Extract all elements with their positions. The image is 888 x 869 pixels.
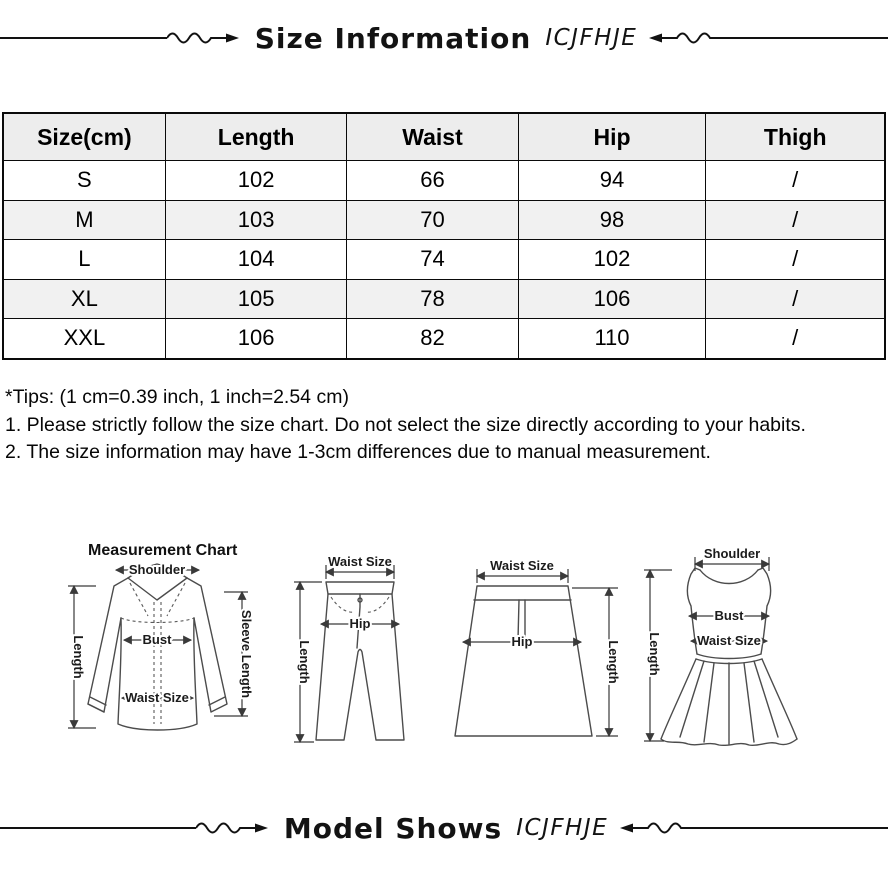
pants-length-label: Length: [297, 640, 312, 684]
tips-note-1: 1. Please strictly follow the size chart. Do not select the size directly according to your habits.: [5, 413, 806, 436]
cell-size: S: [3, 161, 165, 201]
cell-thigh: /: [706, 240, 885, 280]
tips-conversion-line: *Tips: (1 cm=0.39 inch, 1 inch=2.54 cm): [5, 386, 349, 408]
cell-thigh: /: [706, 161, 885, 201]
dress-diagram: [638, 546, 813, 748]
divider-line: [721, 37, 888, 39]
cell-length: 102: [165, 161, 347, 201]
table-row: [3, 240, 885, 280]
cell-waist: 78: [347, 279, 518, 319]
cell-size: L: [3, 240, 165, 280]
section-title: Model Shows: [283, 811, 503, 845]
column-header-thigh: Thigh: [706, 113, 885, 161]
cell-thigh: /: [706, 200, 885, 240]
divider-line: [0, 37, 167, 39]
table-row: [3, 279, 885, 319]
squiggle-arrow-right-icon: [196, 818, 270, 838]
section-header-model-shows: [0, 810, 888, 846]
section-header-size-information: [0, 20, 888, 56]
cell-waist: 70: [347, 200, 518, 240]
column-header-waist: Waist: [347, 113, 518, 161]
shirt-length-label: Length: [71, 635, 86, 679]
column-header-length: Length: [165, 113, 347, 161]
table-row: [3, 200, 885, 240]
shirt-sleeve-length-label: Sleeve Length: [239, 609, 254, 699]
section-title: Size Information: [254, 21, 532, 55]
size-chart-table: [2, 112, 886, 360]
dress-bust-label: Bust: [714, 608, 744, 623]
pants-hip-label: Hip: [349, 616, 371, 631]
squiggle-arrow-left-icon: [647, 28, 721, 48]
cell-waist: 66: [347, 161, 518, 201]
cell-size: M: [3, 200, 165, 240]
cell-waist: 82: [347, 319, 518, 359]
pants-diagram: [288, 552, 428, 748]
skirt-diagram: [452, 554, 622, 744]
table-header-row: [3, 113, 885, 161]
cell-length: 104: [165, 240, 347, 280]
cell-hip: 102: [518, 240, 706, 280]
brand-name: ICJFHJE: [545, 25, 638, 51]
column-header-hip: Hip: [518, 113, 706, 161]
measurement-chart-title: Measurement Chart: [88, 542, 238, 559]
shirt-diagram: [64, 556, 254, 748]
table-row: [3, 319, 885, 359]
shirt-shoulder-label: Shoulder: [128, 562, 186, 577]
shirt-waist-label: Waist Size: [125, 690, 189, 705]
skirt-length-label: Length: [606, 640, 621, 684]
dress-length-label: Length: [647, 632, 662, 676]
tips-note-2: 2. The size information may have 1-3cm differences due to manual measurement.: [5, 441, 711, 463]
cell-size: XXL: [3, 319, 165, 359]
cell-hip: 98: [518, 200, 706, 240]
skirt-hip-label: Hip: [511, 634, 533, 649]
cell-hip: 94: [518, 161, 706, 201]
dress-waist-label: Waist Size: [697, 633, 761, 648]
cell-length: 106: [165, 319, 347, 359]
cell-thigh: /: [706, 279, 885, 319]
cell-waist: 74: [347, 240, 518, 280]
squiggle-arrow-left-icon: [618, 818, 692, 838]
brand-name: ICJFHJE: [516, 815, 609, 841]
cell-hip: 110: [518, 319, 706, 359]
column-header-size: Size(cm): [3, 113, 165, 161]
squiggle-arrow-right-icon: [167, 28, 241, 48]
cell-length: 105: [165, 279, 347, 319]
cell-size: XL: [3, 279, 165, 319]
skirt-waist-label: Waist Size: [490, 558, 554, 573]
divider-line: [0, 827, 196, 829]
dress-shoulder-label: Shoulder: [703, 546, 761, 561]
measurement-chart-section: [0, 540, 888, 760]
cell-thigh: /: [706, 319, 885, 359]
shirt-bust-label: Bust: [142, 632, 172, 647]
cell-hip: 106: [518, 279, 706, 319]
divider-line: [692, 827, 888, 829]
tips-block: [5, 384, 885, 467]
cell-length: 103: [165, 200, 347, 240]
table-row: [3, 161, 885, 201]
pants-waist-label: Waist Size: [328, 554, 392, 569]
